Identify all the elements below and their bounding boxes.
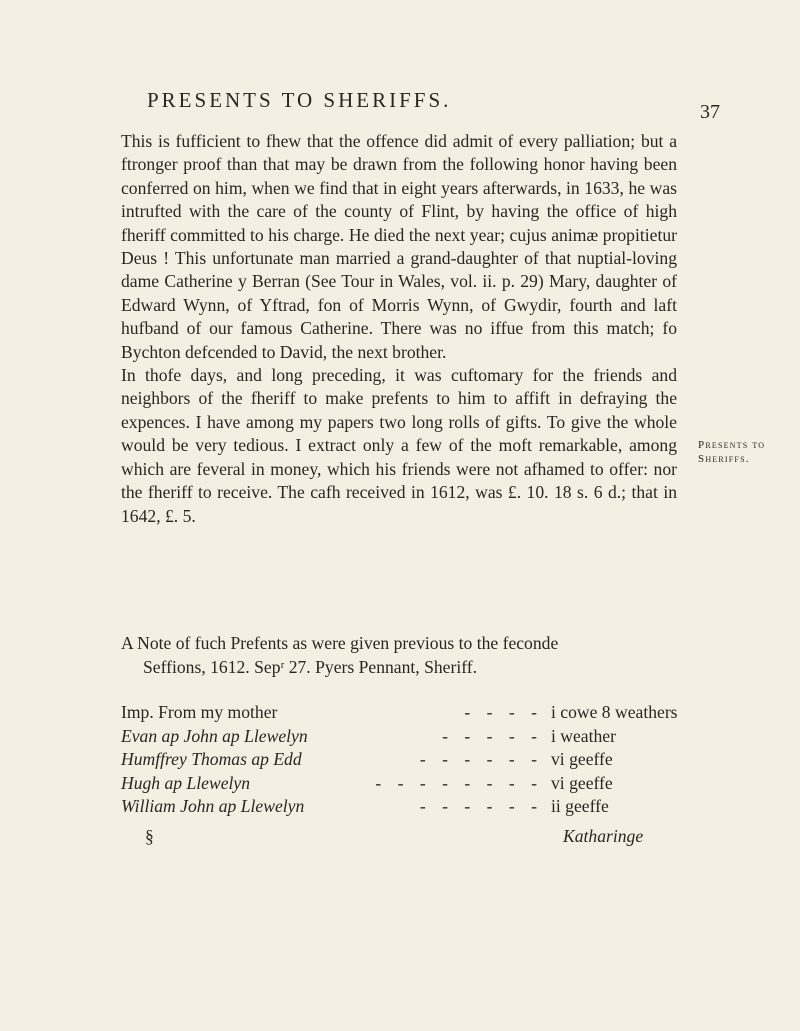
body-text [121,130,677,528]
gift-leader-dashes: - - - - - - [419,796,543,817]
gift-donor: William John ap Llewelyn [121,796,305,817]
gift-item: vi geeffe [551,772,613,793]
paragraph-1: This is fufficient to fhew that the offence did admit of every palliation; but a ftronger proof than that may be drawn from the following honor having been conferred on him, when we find that in eight years afterwards, in 1633, he was intrufted with the care of the county of Flint, by having the office of high fheriff committed to his charge. He died the next year; cujus animæ propitietur Deus ! This unfortunate man married a grand-daughter of that nuptial-loving dame Catherine y Berran (See Tour in Wales, vol. ii. p. 29) Mary, daughter of Edward Wynn, of Yftrad, fon of Morris Wynn, of Gwydir, fourth and laft hufband of our famous Catherine. There was no iffue from this match; fo Bychton defcended to David, the next brother. [121,131,677,362]
gift-item: ii geeffe [551,796,609,817]
margin-note-line-2: Sheriffs. [698,453,750,465]
gift-leader-dashes: - - - - - - [419,749,543,770]
gift-item: vi geeffe [551,749,613,770]
catchword: Katharinge [563,826,644,846]
margin-note [698,438,765,466]
gift-leader-dashes: - - - - - - - - [375,772,543,793]
gift-row [121,725,681,749]
gift-item: i cowe 8 weathers [551,702,678,722]
margin-note-line-1: Presents to [698,439,766,451]
gift-item: i weather [551,725,616,746]
signature-mark: § [145,826,154,846]
paragraph-2: In thofe days, and long preceding, it was cuftomary for the friends and neighbors of the fheriff to make prefents to him to affift in defraying the expences. I have among my papers two long rolls of gifts. To give the whole would be very tedious. I extract only a few of the moft remarkable, among which are feveral in money, which his friends were not afhamed to offer: nor the fheriff to receive. The cafh received in 1612, was £. 10. 18 s. 6 d.; that in 1642, £. 5. [121,365,677,526]
gift-row [121,795,681,819]
gift-list [121,701,681,819]
note-heading-line-1: A Note of fuch Prefents as were given previous to the feconde [121,633,559,653]
gift-leader-dashes: - - - - - [442,725,543,746]
gift-leader-dashes: - - - - [464,702,543,722]
note-heading [121,631,681,679]
gift-donor: Imp. From my mother [121,702,278,722]
note-heading-line-2: Seffions, 1612. Sepʳ 27. Pyers Pennant, Sheriff. [143,657,478,677]
running-title: PRESENTS TO SHERIFFS. [147,88,452,112]
page-number: 37 [700,101,720,123]
gift-donor: Hugh ap Llewelyn [121,772,251,793]
gift-row [121,772,681,796]
gift-donor: Evan ap John ap Llewelyn [121,725,308,746]
gift-row [121,701,681,725]
gift-donor: Humffrey Thomas ap Edd [121,749,302,770]
gift-row [121,748,681,772]
